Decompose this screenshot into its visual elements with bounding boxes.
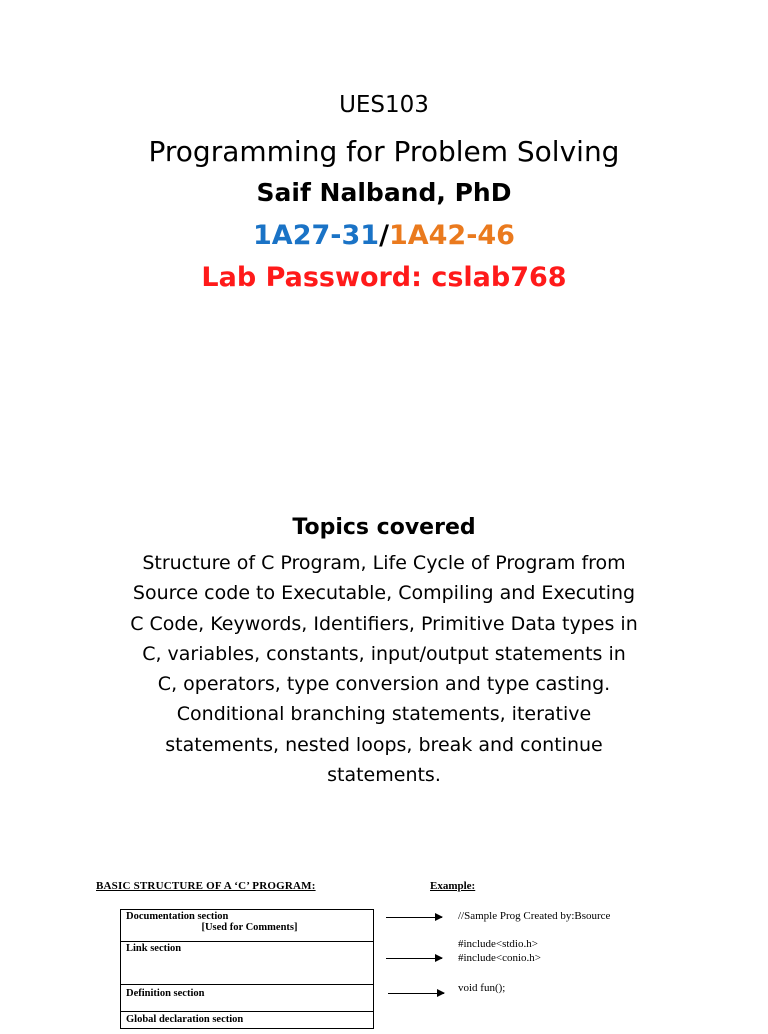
figure-example-label: Example: — [430, 880, 476, 892]
lab-password: Lab Password: cslab768 — [201, 262, 567, 293]
section-label: Documentation section — [126, 911, 229, 922]
instructor-name: Saif Nalband, PhD — [256, 178, 512, 207]
c-program-structure-figure — [96, 880, 656, 1024]
group-separator: / — [379, 220, 389, 251]
topics-title: Topics covered — [292, 515, 476, 540]
example-include-conio: #include<conio.h> — [458, 952, 541, 964]
topics-body: Structure of C Program, Life Cycle of Program from Source code to Executable, Compiling and Executing C Code, Keywords, Identifiers, Primitive Data types in C, variables, constants, input/output statements in C, operators, type conversion and type casting. Conditional branching statements, iterative statements, nested loops, break and continue statements. — [130, 552, 638, 787]
arrow-icon — [388, 993, 444, 994]
arrow-icon — [386, 958, 442, 959]
course-code: UES103 — [339, 92, 429, 118]
structure-box — [120, 909, 374, 1029]
example-include-stdio: #include<stdio.h> — [458, 938, 538, 950]
section-sublabel: [Used for Comments] — [201, 922, 298, 933]
section-label: Global declaration section — [126, 1014, 244, 1025]
section-link — [121, 941, 373, 985]
figure-title: BASIC STRUCTURE OF A ‘C’ PROGRAM: — [96, 880, 316, 892]
example-comment-line: //Sample Prog Created by:Bsource — [458, 910, 611, 922]
section-label: Definition section — [126, 988, 205, 999]
section-label: Link section — [126, 943, 182, 954]
section-definition — [121, 984, 373, 1014]
section-documentation — [121, 910, 373, 941]
example-function-declaration: void fun(); — [458, 982, 506, 994]
arrow-icon — [386, 917, 442, 918]
group-code-b: 1A42-46 — [388, 220, 515, 251]
group-code-a: 1A27-31 — [253, 220, 380, 251]
section-global-declaration — [121, 1011, 373, 1034]
course-title: Programming for Problem Solving — [148, 135, 620, 168]
group-codes — [0, 220, 768, 251]
